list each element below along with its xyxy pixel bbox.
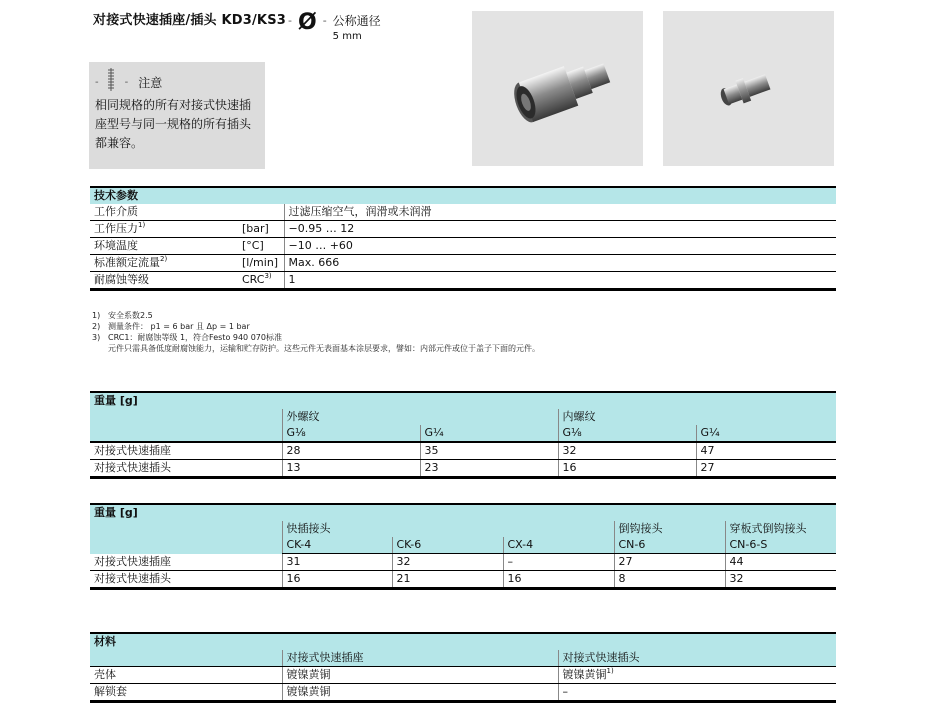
cell-value: 31 [282, 554, 392, 571]
weight-title: 重量 [g] [90, 504, 836, 521]
table-row [90, 460, 836, 478]
dash-marker: - [95, 76, 99, 88]
weight-title: 重量 [g] [90, 392, 836, 409]
column-header: G¼ [420, 425, 558, 442]
row-unit: CRC$^{3)}$ [238, 272, 284, 290]
row-label: 耐腐蚀等级 [90, 272, 238, 290]
column-header: CN-6 [614, 537, 725, 554]
nominal-value: 5 mm [332, 31, 362, 42]
row-value: −10 … +60 [284, 238, 836, 255]
row-label: 对接式快速插座 [90, 554, 282, 571]
cell-value: 47 [696, 442, 836, 460]
table-row [90, 554, 836, 571]
cell-value: 16 [282, 571, 392, 589]
cell-value: 28 [282, 442, 420, 460]
column-header: 对接式快速插座 [282, 650, 558, 667]
cell-value: 32 [725, 571, 836, 589]
cell-value: 镀镍黄铜 [282, 667, 558, 684]
group-header: 穿板式倒钩接头 [725, 521, 836, 537]
cell-value: 27 [696, 460, 836, 478]
diameter-icon: Ø [297, 10, 317, 35]
table-row [90, 204, 836, 221]
table-row [90, 442, 836, 460]
cell-value: 13 [282, 460, 420, 478]
row-label: 解锁套 [90, 684, 282, 702]
cell-value: 16 [558, 460, 696, 478]
table-row [90, 571, 836, 589]
page-title: 对接式快速插座/插头 KD3/KS3 [93, 13, 287, 28]
row-unit [238, 204, 284, 221]
dash-marker: - [124, 76, 129, 88]
row-unit: [°C] [238, 238, 284, 255]
row-label: 对接式快速插头 [90, 571, 282, 589]
cell-value: 44 [725, 554, 836, 571]
product-image-coupling-plug [663, 11, 834, 166]
row-value: Max. 666 [284, 255, 836, 272]
row-label: 工作压力$^{1)}$ [90, 221, 238, 238]
footnote: 2) 测量条件： p1 = 6 bar 且 Δp = 1 bar [92, 322, 250, 331]
row-label: 工作介质 [90, 204, 238, 221]
cell-value: 35 [420, 442, 558, 460]
material-title: 材料 [90, 633, 836, 650]
cell-value: 镀镍黄铜 [282, 684, 558, 702]
table-row [90, 255, 836, 272]
row-unit: [l/min] [238, 255, 284, 272]
row-unit: [bar] [238, 221, 284, 238]
material-table [90, 632, 836, 703]
row-label: 环境温度 [90, 238, 238, 255]
cell-value: – [558, 684, 836, 702]
column-header: CK-4 [282, 537, 392, 554]
weight-table-fittings [90, 503, 836, 590]
weight-table-threads [90, 391, 836, 479]
group-header: 外螺纹 [282, 409, 558, 425]
cell-value: 32 [558, 442, 696, 460]
footnotes [92, 310, 540, 354]
cell-value: – [503, 554, 614, 571]
row-label: 对接式快速插头 [90, 460, 282, 478]
table-row [90, 238, 836, 255]
note-box [89, 62, 265, 169]
product-image-coupling-socket [472, 11, 643, 166]
tech-table [90, 186, 836, 291]
table-row [90, 221, 836, 238]
column-header: G¼ [696, 425, 836, 442]
attention-icon [107, 68, 115, 96]
column-header: CX-4 [503, 537, 614, 554]
dash-marker: - [288, 14, 292, 27]
row-value: 1 [284, 272, 836, 290]
row-label: 标准额定流量$^{2)}$ [90, 255, 238, 272]
row-label: 对接式快速插座 [90, 442, 282, 460]
row-value: −0.95 … 12 [284, 221, 836, 238]
row-value: 过滤压缩空气，润滑或未润滑 [284, 204, 836, 221]
footnote: 1) 安全系数2.5 [92, 311, 153, 320]
column-header: 对接式快速插头 [558, 650, 836, 667]
column-header: G⅛ [282, 425, 420, 442]
tech-title: 技术参数 [90, 187, 836, 204]
cell-value: 镀镍黄铜$^{1)}$ [558, 667, 836, 684]
cell-value: 32 [392, 554, 503, 571]
cell-value: 8 [614, 571, 725, 589]
group-header: 内螺纹 [558, 409, 836, 425]
table-row [90, 667, 836, 684]
row-label: 壳体 [90, 667, 282, 684]
nominal-diameter [288, 10, 381, 44]
note-title: 注意 [138, 75, 163, 90]
column-header: CN-6-S [725, 537, 836, 554]
dash-marker: - [322, 14, 327, 27]
footnote: 3) CRC1：耐腐蚀等级 1，符合Festo 940 070标准 [92, 333, 282, 342]
group-header: 倒钩接头 [614, 521, 725, 537]
note-text: 相同规格的所有对接式快速插座型号与同一规格的所有插头都兼容。 [95, 98, 252, 150]
table-row [90, 684, 836, 702]
cell-value: 23 [420, 460, 558, 478]
column-header: CK-6 [392, 537, 503, 554]
cell-value: 21 [392, 571, 503, 589]
column-header: G⅛ [558, 425, 696, 442]
group-header: 快插接头 [282, 521, 614, 537]
cell-value: 27 [614, 554, 725, 571]
nominal-label: 公称通径 [332, 14, 381, 28]
cell-value: 16 [503, 571, 614, 589]
footnote: 元件只需具备低度耐腐蚀能力，运输和贮存防护。这些元件无表面基本涂层要求，譬如：内部元件或位于盖子下面的元件。 [108, 344, 540, 353]
table-row [90, 272, 836, 290]
